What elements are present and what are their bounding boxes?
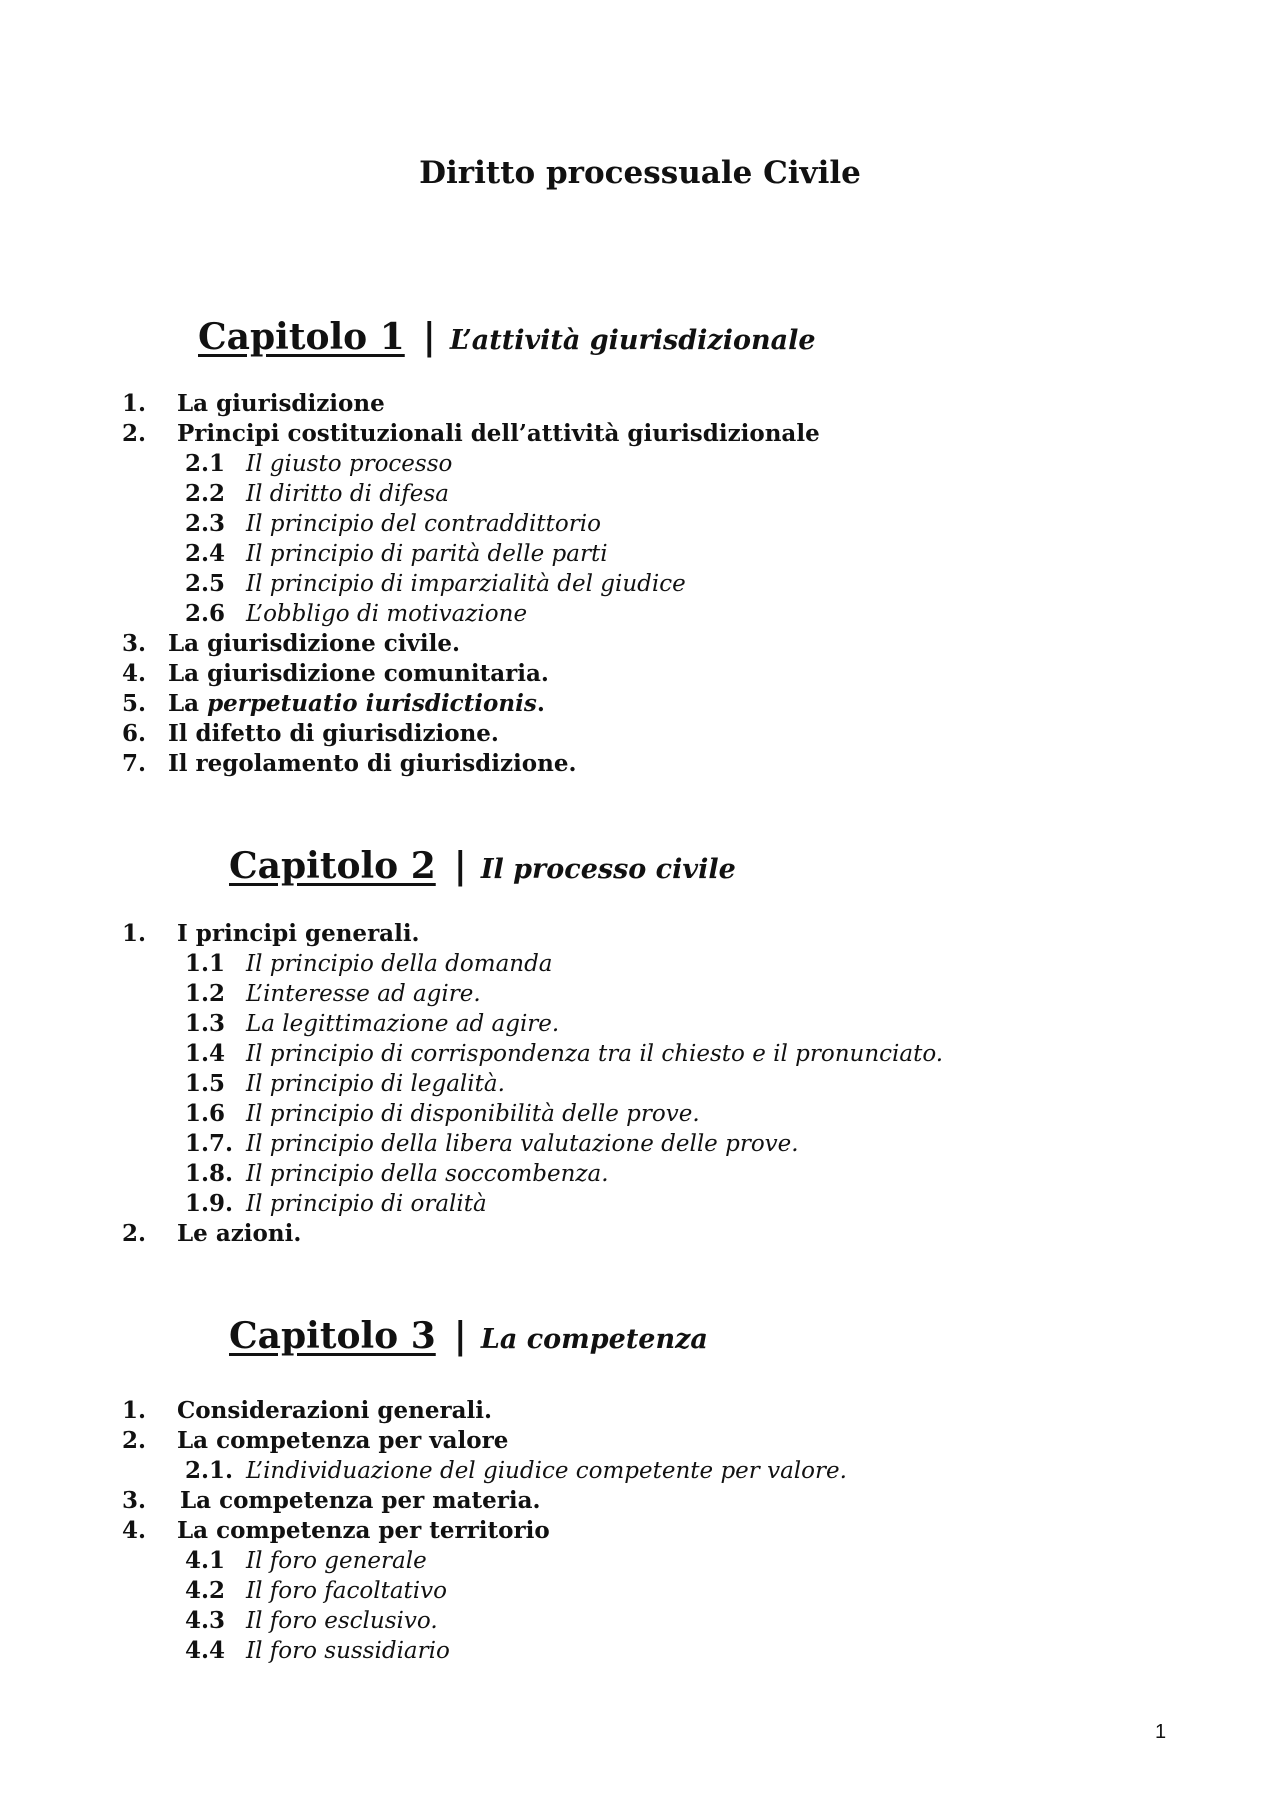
toc-subentry-number: 2.2 [185, 480, 226, 507]
toc-entry-number: 2. [122, 420, 147, 447]
toc-subentry-number: 1.1 [185, 950, 226, 977]
chapter-label: Capitolo 2 [229, 845, 436, 887]
chapter-separator: | [453, 1315, 467, 1357]
toc-entry-number: 5. [122, 690, 147, 717]
toc-subentry-text: Il principio di oralità [246, 1191, 487, 1217]
toc-subentry-number: 2.6 [185, 600, 226, 627]
document-title: Diritto processuale Civile [419, 155, 861, 191]
toc-subentry-text: Il principio di corrispondenza tra il chiesto e il pronunciato. [246, 1041, 944, 1067]
toc-entry-text: Principi costituzionali dell’attività giurisdizionale [177, 420, 820, 447]
toc-subentry-text: Il principio di imparzialità del giudice [246, 571, 686, 597]
toc-entry-text: I principi generali. [177, 920, 420, 947]
toc-entry-text-prefix: La [168, 690, 208, 717]
chapter-title: La competenza [480, 1324, 708, 1355]
toc-entry-number: 4. [122, 1517, 147, 1544]
toc-subentry-number: 1.3 [185, 1010, 226, 1037]
toc-subentry-number: 2.3 [185, 510, 226, 537]
toc-entry-text: Le azioni. [177, 1220, 302, 1247]
toc-subentry-text: Il principio della soccombenza. [246, 1161, 609, 1187]
toc-subentry-text: Il principio della libera valutazione delle prove. [246, 1131, 799, 1157]
toc-entry-number: 1. [122, 390, 147, 417]
toc-subentry-text: La legittimazione ad agire. [246, 1011, 560, 1037]
toc-subentry-text: Il principio di parità delle parti [246, 541, 608, 567]
toc-subentry-number: 2.5 [185, 570, 226, 597]
chapter-1-heading [198, 316, 816, 358]
toc-subentry-text: L’individuazione del giudice competente per valore. [246, 1458, 847, 1484]
toc-entry-number: 1. [122, 920, 147, 947]
toc-subentry-number: 2.1 [185, 450, 226, 477]
toc-subentry-text: Il principio del contraddittorio [246, 511, 601, 537]
toc-entry-text: Considerazioni generali. [177, 1397, 492, 1424]
chapter-2-heading [229, 845, 736, 887]
toc-subentry-number: 1.5 [185, 1070, 226, 1097]
toc-subentry-text: Il principio della domanda [246, 951, 553, 977]
toc-subentry-text: Il principio di disponibilità delle prove. [246, 1101, 700, 1127]
chapter-separator: | [453, 845, 467, 887]
toc-entry-number: 2. [122, 1427, 147, 1454]
toc-entry-text: La giurisdizione comunitaria. [168, 660, 549, 687]
toc-subentry-text: Il principio di legalità. [246, 1071, 505, 1097]
chapter-title: Il processo civile [480, 854, 736, 885]
toc-subentry-number: 4.1 [185, 1547, 226, 1574]
toc-subentry-number: 4.4 [185, 1637, 226, 1664]
toc-subentry-number: 1.6 [185, 1100, 226, 1127]
toc-entry-text: La competenza per materia. [180, 1487, 541, 1514]
toc-subentry-text: Il foro generale [246, 1548, 427, 1574]
toc-subentry-number: 2.1. [185, 1457, 234, 1484]
toc-subentry-text: L’obbligo di motivazione [246, 601, 528, 627]
toc-entry-text: La giurisdizione [177, 390, 385, 417]
chapter-label: Capitolo 1 [198, 316, 405, 358]
toc-entry-number: 3. [122, 630, 147, 657]
toc-entry-number: 2. [122, 1220, 147, 1247]
toc-subentry-number: 1.2 [185, 980, 226, 1007]
toc-subentry-text: L’interesse ad agire. [246, 981, 481, 1007]
toc-entry-number: 4. [122, 660, 147, 687]
toc-subentry-text: Il giusto processo [246, 451, 453, 477]
toc-subentry-text: Il diritto di difesa [246, 481, 449, 507]
toc-entry-text: La competenza per territorio [177, 1517, 550, 1544]
chapter-separator: | [422, 316, 436, 358]
toc-entry-number: 6. [122, 720, 147, 747]
chapter-title: L’attività giurisdizionale [449, 325, 816, 356]
toc-entry-text: La giurisdizione civile. [168, 630, 460, 657]
toc-subentry-number: 2.4 [185, 540, 226, 567]
toc-entry-text: Il regolamento di giurisdizione. [168, 750, 577, 777]
toc-subentry-text: Il foro esclusivo. [246, 1608, 438, 1634]
toc-entry-text [168, 690, 545, 718]
toc-subentry-number: 1.8. [185, 1160, 234, 1187]
toc-subentry-text: Il foro facoltativo [246, 1578, 447, 1604]
toc-entry-number: 7. [122, 750, 147, 777]
toc-subentry-number: 1.4 [185, 1040, 226, 1067]
toc-entry-number: 3. [122, 1487, 147, 1514]
page-number: 1 [1155, 1721, 1167, 1743]
toc-entry-text-suffix: . [536, 690, 545, 717]
toc-subentry-text: Il foro sussidiario [246, 1638, 450, 1664]
toc-subentry-number: 4.3 [185, 1607, 226, 1634]
toc-entry-text: La competenza per valore [177, 1427, 509, 1454]
toc-entry-number: 1. [122, 1397, 147, 1424]
chapter-3-heading [229, 1315, 708, 1357]
toc-subentry-number: 4.2 [185, 1577, 226, 1604]
toc-subentry-number: 1.9. [185, 1190, 234, 1217]
chapter-label: Capitolo 3 [229, 1315, 436, 1357]
toc-subentry-number: 1.7. [185, 1130, 234, 1157]
toc-entry-text: Il difetto di giurisdizione. [168, 720, 499, 747]
toc-entry-text-latin-term: perpetuatio iurisdictionis [207, 690, 537, 717]
